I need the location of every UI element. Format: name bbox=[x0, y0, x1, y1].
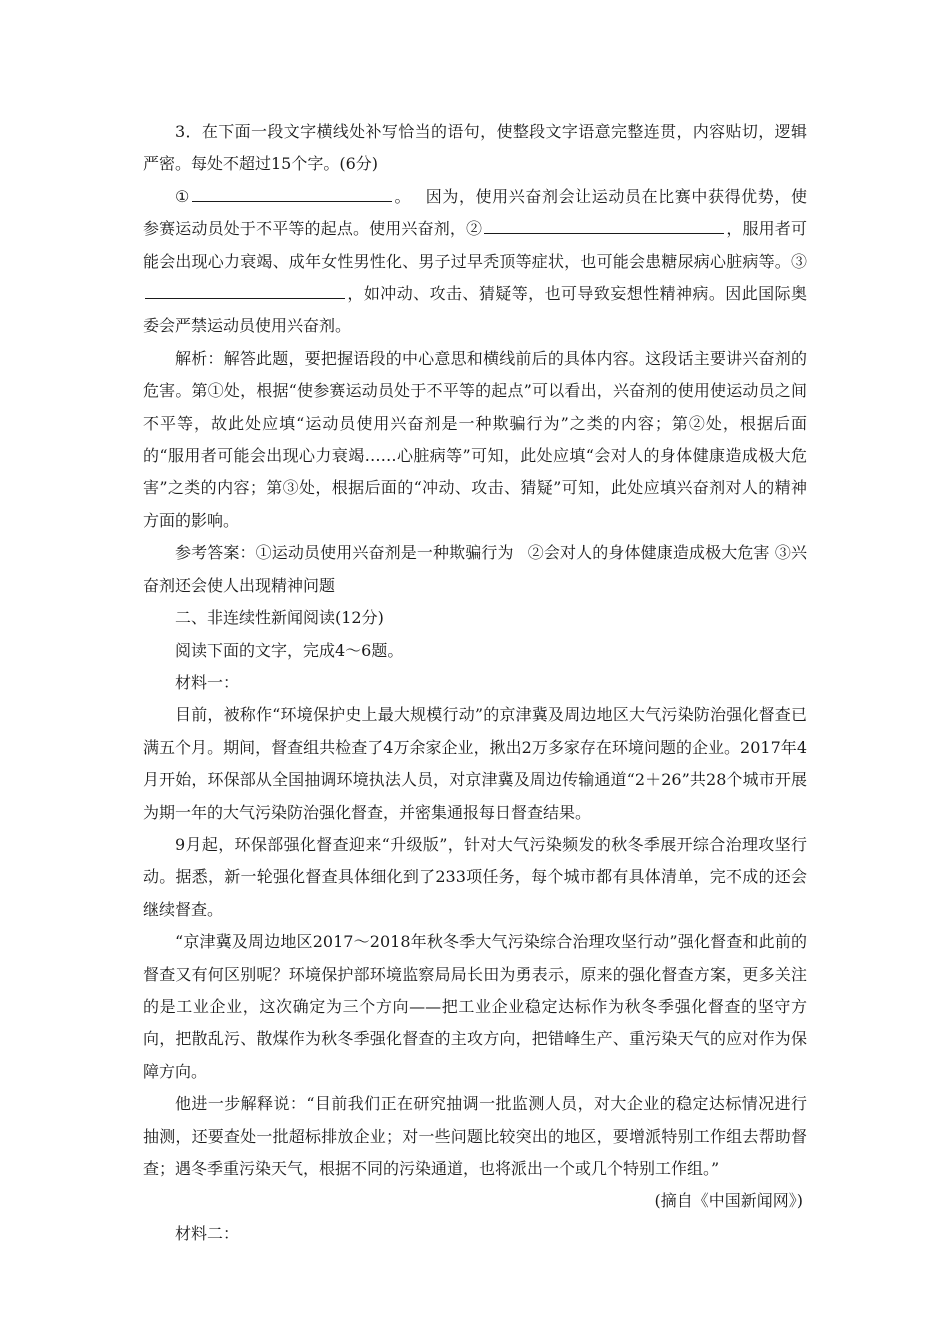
material-1-label: 材料一： bbox=[175, 672, 240, 692]
material-2-label: 材料二： bbox=[175, 1223, 240, 1243]
section-2-title: 二、非连续性新闻阅读(12分) bbox=[175, 608, 384, 628]
passage-text-2: ，服用者可能会出现心力衰竭、成年女性男性化、男子过早秃顶等症状，也可能会患糖尿病心脏病等。 bbox=[143, 219, 807, 271]
material-1-paragraph-3: “京津冀及周边地区2017～2018年秋冬季大气污染综合治理攻坚行动”强化督查和此前的督查又有何区别呢？环境保护部环境监察局局长田为勇表示，原来的强化督查方案，更多关注的是工业企业，这次确定为三个方向——把工业企业稳定达标作为秋冬季强化督查的坚守方向，把散乱污、散煤作为秋冬季强化督查的主攻方向，把错峰生产、重污染天气的应对作为保障方向。 bbox=[143, 932, 807, 1081]
blank-2-marker: ② bbox=[466, 219, 483, 239]
material-1-paragraph-4: 他进一步解释说：“目前我们正在研究抽调一批监测人员，对大企业的稳定达标情况进行抽测，还要查处一批超标排放企业；对一些问题比较突出的地区，要增派特别工作组去帮助督查；遇冬季重污染天气，根据不同的污染通道，也将派出一个或几个特别工作组。” bbox=[143, 1094, 807, 1178]
material-1-paragraph-1: 目前，被称作“环境保护史上最大规模行动”的京津冀及周边地区大气污染防治强化督查已满五个月。期间，督查组共检查了4万余家企业，揪出2万多家存在环境问题的企业。2017年4月开始，环保部从全国抽调环境执法人员，对京津冀及周边传输通道“2＋26”共28个城市开展为期一年的大气污染防治强化督查，并密集通报每日督查结果。 bbox=[143, 705, 807, 822]
blank-2[interactable] bbox=[484, 215, 724, 234]
material-1-source: (摘自《中国新闻网》) bbox=[654, 1191, 803, 1211]
material-1-paragraph-2: 9月起，环保部强化督查迎来“升级版”，针对大气污染频发的秋冬季展开综合治理攻坚行动。据悉，新一轮强化督查具体细化到了233项任务，每个城市都有具体清单，完不成的还会继续督查。 bbox=[143, 834, 807, 919]
document-page bbox=[143, 116, 807, 1250]
question-3-answer bbox=[143, 537, 807, 602]
blank-1[interactable] bbox=[192, 183, 392, 202]
question-3-passage bbox=[143, 181, 807, 343]
question-3-prompt: 3．在下面一段文字横线处补写恰当的语句，使整段文字语意完整连贯，内容贴切，逻辑严密。每处不超过15个字。(6分) bbox=[143, 122, 807, 174]
answer-part-3: ③兴奋剂还会使人出现精神问题 bbox=[143, 543, 807, 595]
blank-1-marker: ① bbox=[175, 186, 190, 206]
passage-text-3: ，如冲动、攻击、猜疑等，也可导致妄想性精神病。因此国际奥委会严禁运动员使用兴奋剂。 bbox=[143, 284, 807, 336]
answer-part-2: ②会对人的身体健康造成极大危害 bbox=[527, 543, 770, 563]
blank-1-end: 。 bbox=[393, 186, 412, 206]
answer-part-1: 参考答案：①运动员使用兴奋剂是一种欺骗行为 bbox=[175, 543, 514, 563]
passage-text-1: 因为，使用兴奋剂会让运动员在比赛中获得优势，使参赛运动员处于不平等的起点。使用兴奋剂， bbox=[143, 186, 807, 239]
question-3-analysis: 解析：解答此题，要把握语段的中心意思和横线前后的具体内容。这段话主要讲兴奋剂的危害。第①处，根据“使参赛运动员处于不平等的起点”可以看出，兴奋剂的使用使运动员之间不平等，故此处应填“运动员使用兴奋剂是一种欺骗行为”之类的内容；第②处，根据后面的“服用者可能会出现心力衰竭……心脏病等”可知，此处应填“会对人的身体健康造成极大危害”之类的内容；第③处，根据后面的“冲动、攻击、猜疑”可知，此处应填兴奋剂对人的精神方面的影响。 bbox=[143, 348, 807, 530]
section-2-instruction: 阅读下面的文字，完成4～6题。 bbox=[175, 640, 404, 660]
blank-3[interactable] bbox=[145, 280, 345, 299]
blank-3-marker: ③ bbox=[790, 251, 807, 271]
